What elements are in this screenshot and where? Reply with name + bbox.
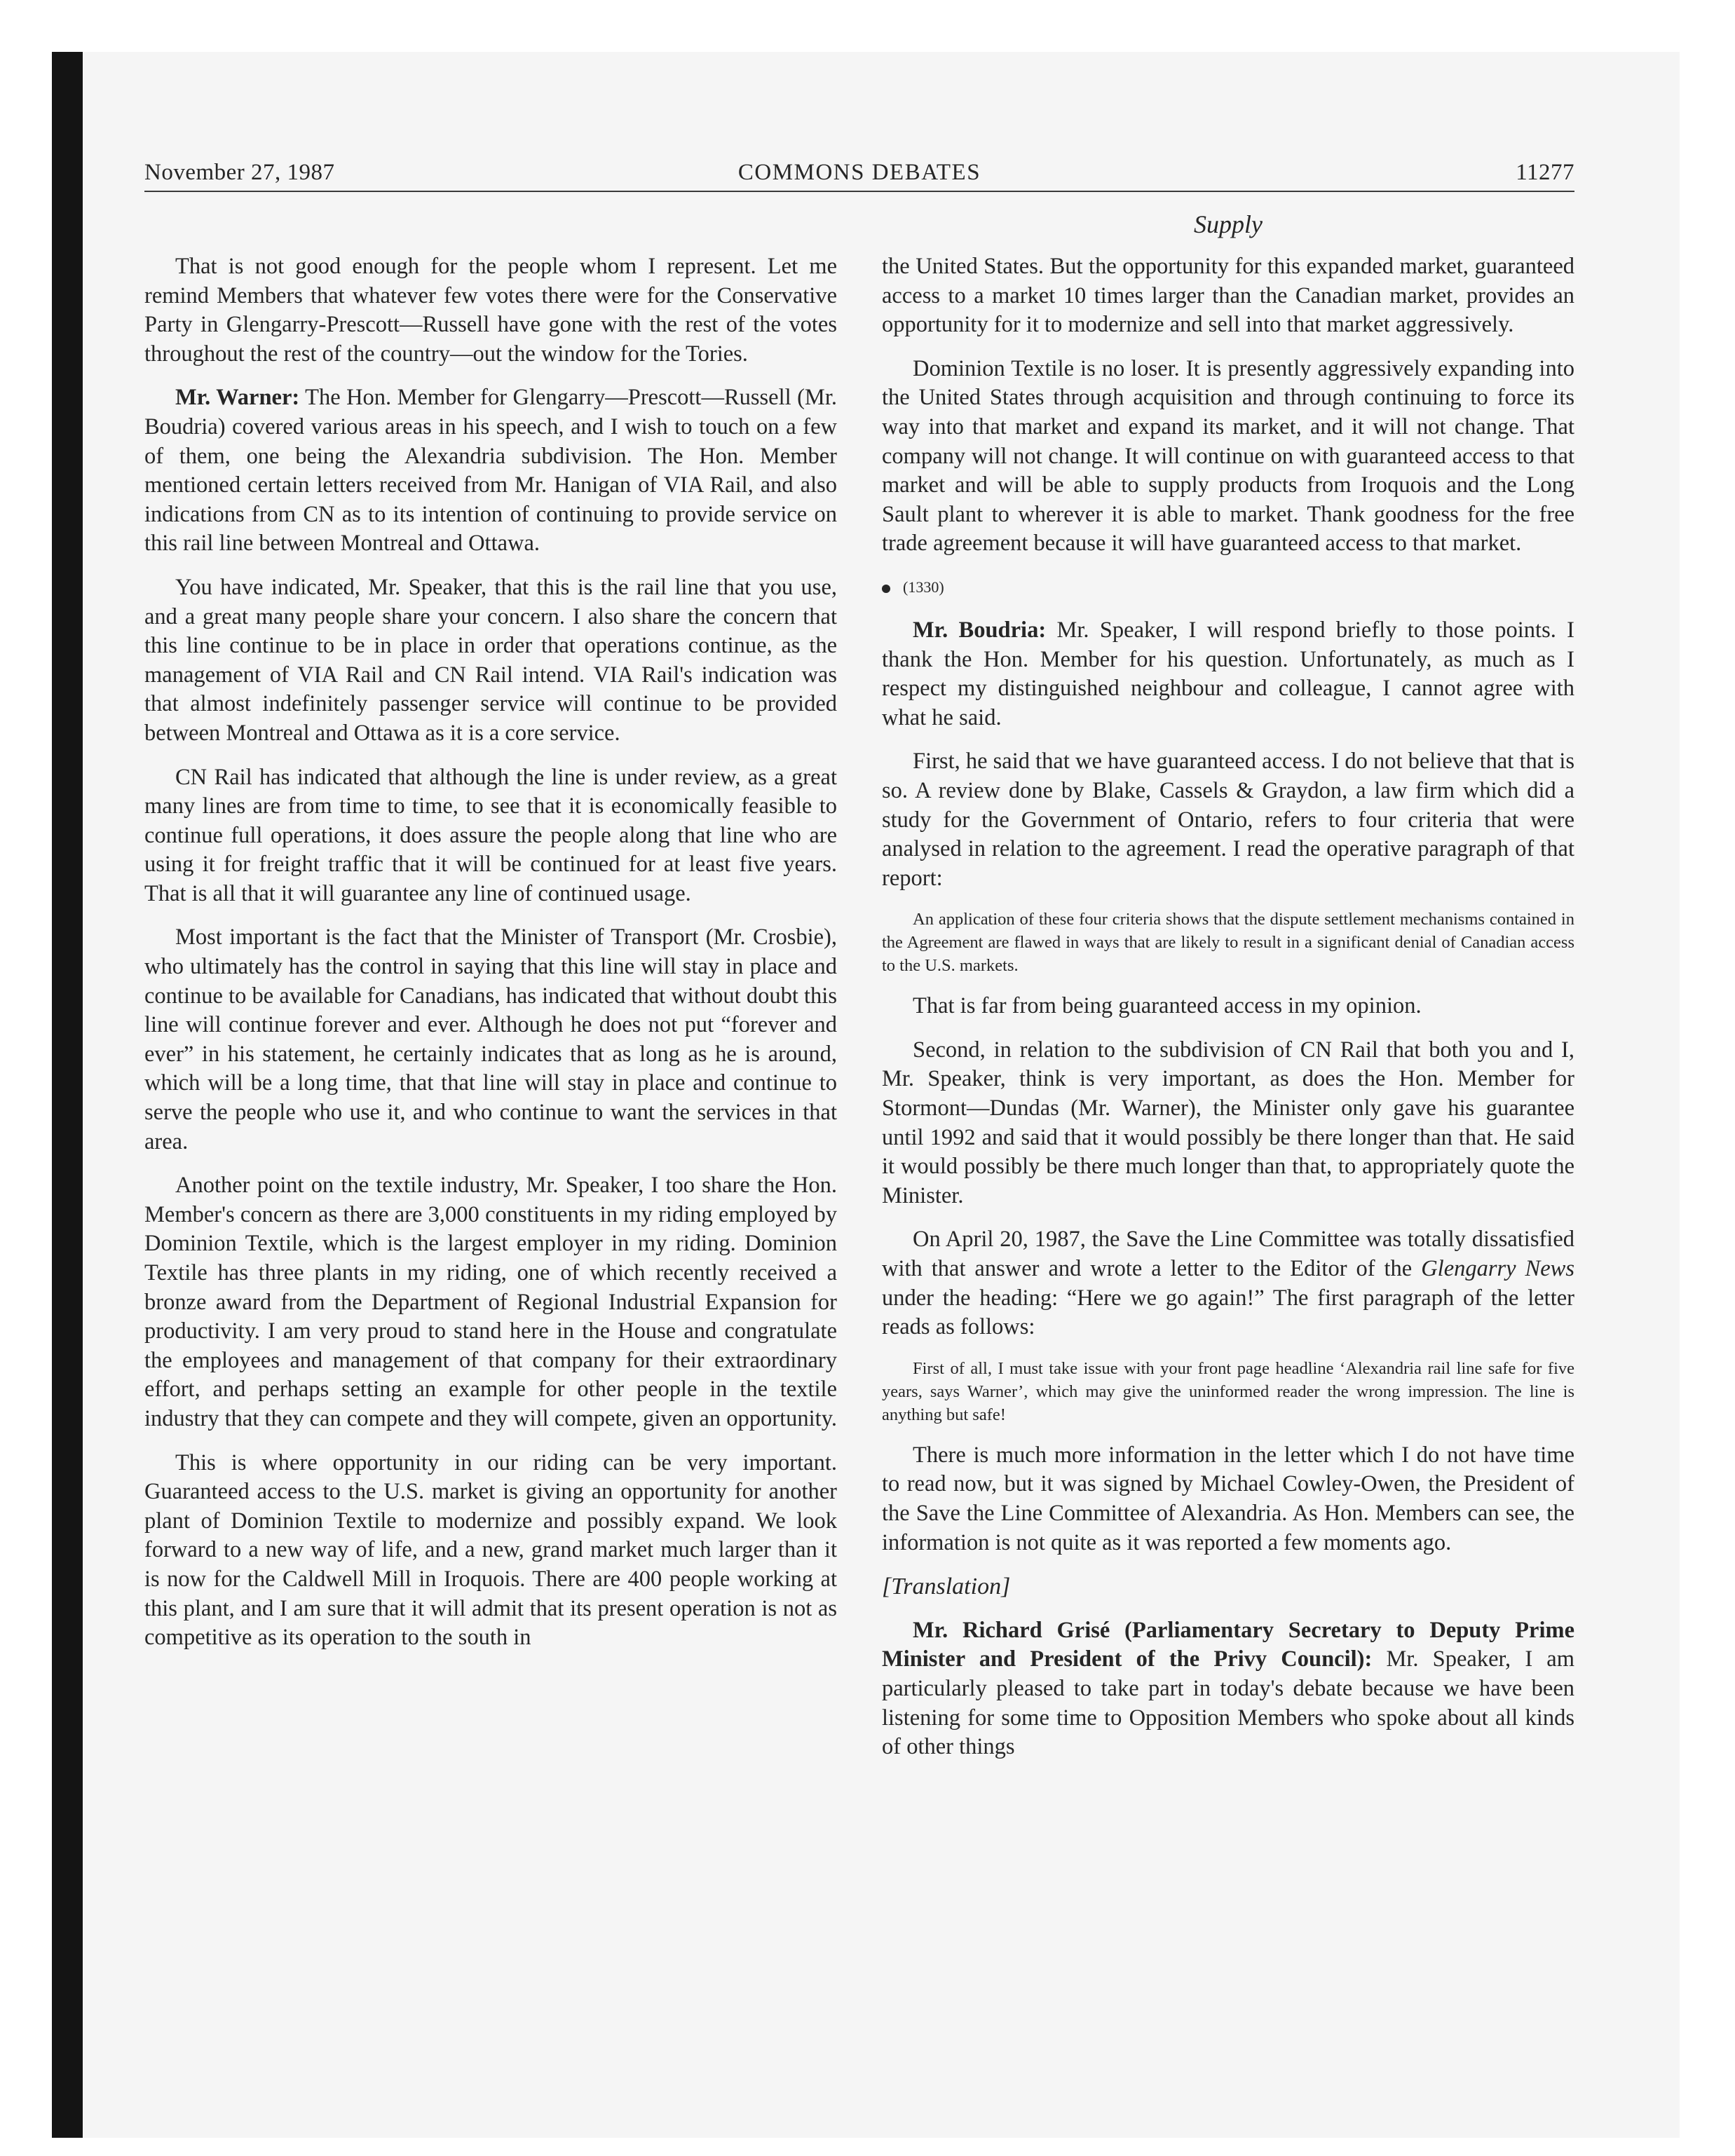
paragraph: Dominion Textile is no loser. It is presently aggressively expanding into the United States through acquisition and through continuing to force its way into that market and expand its market, and it will not change. That company will not change. It will continue on with guaranteed access to that market and will be able to supply products from Iroquois and the Long Sault plant to wherever it is able to market. Thank goodness for the free trade agreement because it will have guaranteed access to that market. bbox=[882, 355, 1574, 557]
speech-warner bbox=[144, 383, 837, 559]
paragraph: You have indicated, Mr. Speaker, that this is the rail line that you use, and a great many people share your concern. I also share the concern that this line continue to be in place in order that operations continue, as the management of VIA Rail and CN Rail intend. VIA Rail's indication was that almost indefinitely passenger service will continue to be provided between Montreal and Ottawa as it is a core service. bbox=[144, 574, 837, 746]
speech-text: The Hon. Member for Glengarry—Prescott—Russell (Mr. Boudria) covered various areas in his speech, and I wish to touch on a few of them, one being the Alexandria subdivision. The Hon. Member mentioned certain letters received from Mr. Hanigan of VIA Rail, and also indications from CN as to its intention of continuing to provide service on this rail line between Montreal and Ottawa. bbox=[144, 385, 837, 557]
paragraph: Second, in relation to the subdivision of CN Rail that both you and I, Mr. Speaker, think is very important, as does the Hon. Member for Stormont—Dundas (Mr. Warner), the Minister only gave his guarantee until 1992 and said that it would possibly be there longer than that. He said it would possibly be there much longer than that, to appropriately quote the Minister. bbox=[882, 1037, 1574, 1208]
header-page-number: 11277 bbox=[1516, 160, 1574, 185]
page bbox=[144, 154, 1575, 1760]
bullet-icon bbox=[882, 585, 890, 593]
bracket-close: ] bbox=[1001, 1574, 1011, 1600]
paragraph: Another point on the textile industry, Mr. Speaker, I too share the Hon. Member's concern as there are 3,000 constituents in my riding employed by Dominion Textile, which is the largest employer in my riding. Dominion Textile has three plants in my riding, one of which recently received a bronze award from the Department of Regional Industrial Expansion for productivity. I am very proud to stand here in the House and congratulate the employees and management of that company for their extraordinary effort, and perhaps setting an example for other people in the textile industry that they can compete and they will compete, given an opportunity. bbox=[144, 1173, 837, 1431]
paragraph bbox=[882, 1225, 1574, 1342]
translation-marker bbox=[882, 1572, 1574, 1602]
paragraph: There is much more information in the letter which I do not have time to read now, but it was signed by Michael Cowley-Owen, the President of the Save the Line Committee of Alexandria. As Hon. Members can see, the information is not quite as it was reported a few moments ago. bbox=[882, 1442, 1574, 1555]
speaker-name: Mr. Warner: bbox=[175, 385, 300, 411]
header-publication: COMMONS DEBATES bbox=[737, 160, 981, 185]
scan-edge-bar bbox=[52, 52, 83, 2138]
right-column bbox=[882, 252, 1574, 1777]
paragraph: This is where opportunity in our riding can be very important. Guaranteed access to the U.S. market is giving an opportunity for another plant of Dominion Textile to modernize and possibly expand. We look forward to a new way of life, and a new, grand market much larger than it is now for the Caldwell Mill in Iroquois. There are 400 people working at this plant, and I am sure that it will admit that its present operation is not as competitive as its operation to the south in bbox=[144, 1449, 837, 1651]
speech-boudria bbox=[882, 616, 1574, 732]
translation-label: Translation bbox=[891, 1574, 1002, 1600]
speech-grise bbox=[882, 1616, 1574, 1762]
newspaper-title: Glengarry News bbox=[1421, 1256, 1574, 1282]
text-run: On April 20, 1987, the Save the Line Committee was totally dissatisfied with that answer and wrote a letter to the Editor of the bbox=[882, 1227, 1574, 1282]
running-head: Supply bbox=[1194, 210, 1263, 238]
paragraph: Most important is the fact that the Minister of Transport (Mr. Crosbie), who ultimately has the control in saying that this line will stay in place and continue to be available for Canadians, has indicated that without doubt this line will continue forever and ever. Although he does not put “forever and ever” in his statement, he certainly indicates that as long as he is around, which will be a long time, that that line will stay in place and continue to serve the people who use it, and who continue to want the services in that area. bbox=[144, 925, 837, 1154]
speech-text: Mr. Speaker, I am particularly pleased to take part in today's debate because we have been listening for some time to Opposition Members who spoke about all kinds of other things bbox=[882, 1646, 1575, 1760]
block-quote: First of all, I must take issue with your front page headline ‘Alexandria rail line safe for five years, says Warner’, which may give the uninformed reader the wrong impression. The line is anything but safe! bbox=[882, 1358, 1574, 1424]
paragraph: That is not good enough for the people whom I represent. Let me remind Members that whatever few votes there were for the Conservative Party in Glengarry-Prescott—Russell have gone with the rest of the votes throughout the rest of the country—out the window for the Tories. bbox=[144, 254, 837, 367]
block-quote: An application of these four criteria shows that the dispute settlement mechanisms contained in the Agreement are flawed in ways that are likely to result in a significant denial of Canadian access to the U.S. markets. bbox=[882, 910, 1574, 976]
paragraph: CN Rail has indicated that although the line is under review, as a great many lines are from time to time, to see that it is economically feasible to continue full operations, it does assure the people along that line who are using it for freight traffic that it will be continued for at least five years. That is all that it will guarantee any line of continued usage. bbox=[144, 764, 837, 906]
speech-text: Mr. Speaker, I will respond briefly to those points. I thank the Hon. Member for his question. Unfortunately, as much as I respect my distinguished neighbour and colleague, I cannot agree with what he said. bbox=[882, 617, 1574, 730]
speaker-name: Mr. Boudria: bbox=[913, 617, 1047, 643]
paragraph: That is far from being guaranteed access in my opinion. bbox=[913, 993, 1422, 1019]
paragraph: the United States. But the opportunity for this expanded market, guaranteed access to a market 10 times larger than the Canadian market, provides an opportunity for it to modernize and sell into that market aggressively. bbox=[882, 254, 1574, 338]
paragraph: First, he said that we have guaranteed access. I do not believe that that is so. A review done by Blake, Cassels & Graydon, a law firm which did a study for the Government of Ontario, refers to four criteria that were analysed in relation to the agreement. I read the operative paragraph of that report: bbox=[882, 749, 1574, 891]
bracket-open: [ bbox=[882, 1574, 892, 1600]
speaker-name: Mr. Richard Grisé (Parliamentary Secretary to Deputy Prime Minister and President of the Privy Council): bbox=[882, 1617, 1574, 1672]
left-column bbox=[144, 252, 837, 1667]
text-run: under the heading: “Here we go again!” The first paragraph of the letter reads as follows: bbox=[882, 1285, 1574, 1340]
time-marker-text: (1330) bbox=[903, 578, 944, 596]
time-marker bbox=[882, 573, 1574, 601]
page-header bbox=[144, 154, 1574, 192]
header-date: November 27, 1987 bbox=[144, 160, 335, 185]
